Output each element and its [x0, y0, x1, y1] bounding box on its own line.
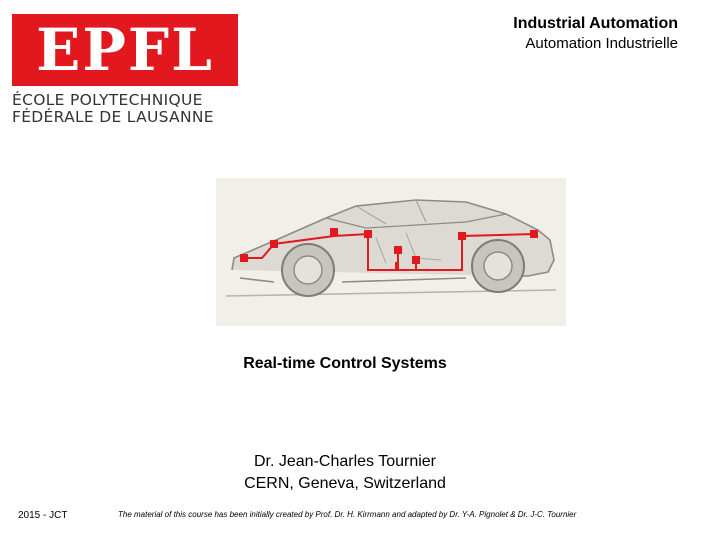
epfl-logo-mark: EPFL — [36, 16, 214, 84]
car-illustration — [216, 178, 566, 326]
footer-date: 2015 - JCT — [18, 510, 68, 521]
author-block — [0, 451, 690, 495]
author-name: Dr. Jean-Charles Tournier — [253, 453, 436, 470]
course-title-french: Automation Industrielle — [525, 35, 678, 52]
network-node — [330, 228, 338, 236]
network-node — [394, 246, 402, 254]
author-affiliation: CERN, Geneva, Switzerland — [244, 475, 446, 492]
logo-text-line-1: ÉCOLE POLYTECHNIQUE — [12, 91, 203, 109]
network-node — [240, 254, 248, 262]
epfl-logo-box — [12, 14, 238, 86]
network-node — [530, 230, 538, 238]
epfl-logo — [12, 14, 240, 126]
talk-title: Real-time Control Systems — [243, 355, 447, 372]
network-node — [270, 240, 278, 248]
front-hub — [294, 256, 322, 284]
logo-text-line-2: FÉDÉRALE DE LAUSANNE — [12, 108, 214, 126]
course-title-english: Industrial Automation — [513, 15, 678, 32]
network-node — [364, 230, 372, 238]
network-node — [458, 232, 466, 240]
rear-hub — [484, 252, 512, 280]
network-node — [412, 256, 420, 264]
footer-credit: The material of this course has been initially created by Prof. Dr. H. Kirrmann and adapted by Dr. Y-A. Pignolet & Dr. J-C. Tournier — [118, 510, 577, 519]
course-title — [513, 14, 678, 53]
